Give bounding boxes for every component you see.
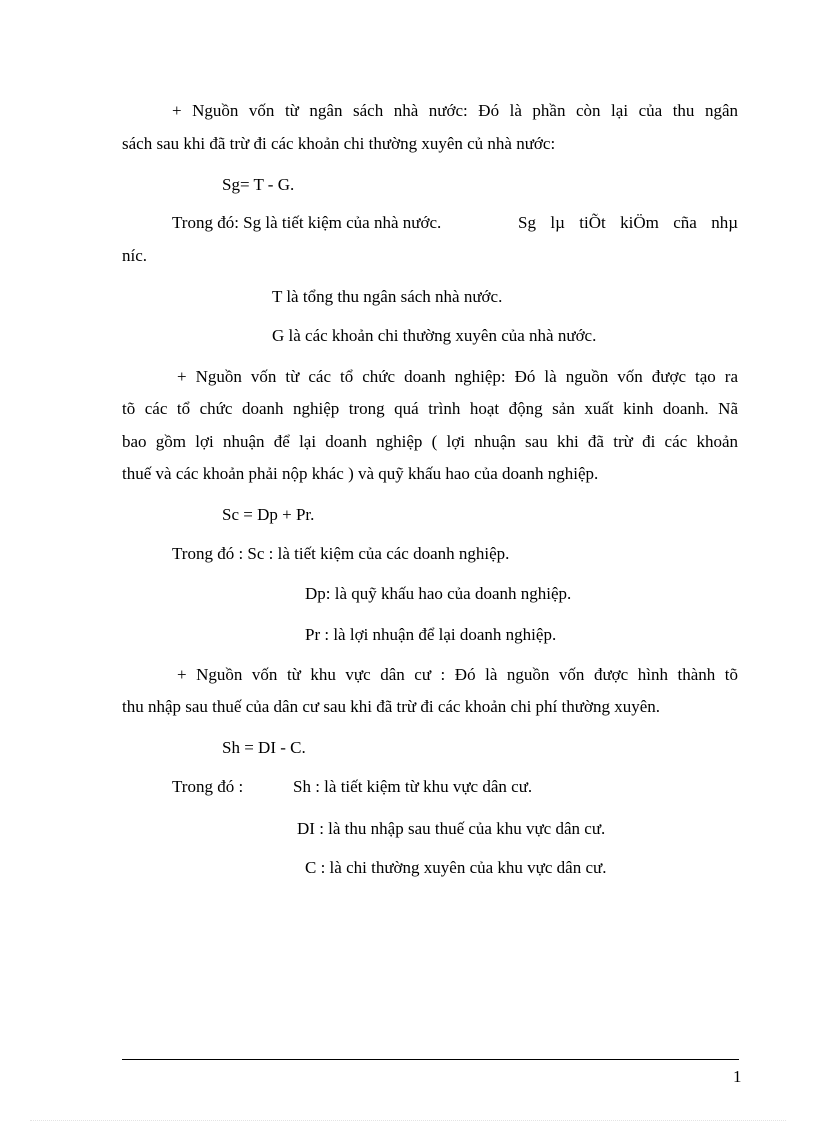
formula-sh: Sh = DI - C.: [222, 738, 306, 757]
where-sg-line-2: níc.: [122, 246, 148, 265]
definition-g: G là các khoản chi thường xuyên của nhà nước.: [272, 326, 597, 345]
section-residential-line-1: + Nguồn vốn từ khu vực dân cư : Đó là nguồn vốn được hình thành tõ: [177, 665, 738, 684]
definition-di: DI : là thu nhập sau thuế của khu vực dân cư.: [297, 819, 606, 838]
definition-c: C : là chi thường xuyên của khu vực dân cư.: [305, 858, 607, 877]
page-bottom-border: [30, 1120, 786, 1121]
where-sg-line-1a: Trong đó: Sg là tiết kiệm của nhà nước.: [172, 213, 442, 232]
formula-sg: Sg= T - G.: [222, 175, 295, 194]
page-number: 1: [733, 1067, 742, 1086]
footer-rule: [122, 1059, 739, 1060]
definition-pr: Pr : là lợi nhuận để lại doanh nghiệp.: [305, 625, 557, 644]
section-state-budget-line-1: + Nguồn vốn từ ngân sách nhà nước: Đó là phần còn lại của thu ngân: [172, 101, 738, 120]
section-enterprise-line-3: bao gồm lợi nhuận để lại doanh nghiệp ( lợi nhuận sau khi đã trừ đi các khoản: [122, 432, 738, 451]
definition-dp: Dp: là quỹ khấu hao của doanh nghiệp.: [305, 584, 572, 603]
section-enterprise-line-4: thuế và các khoản phải nộp khác ) và quỹ khấu hao của doanh nghiệp.: [122, 464, 599, 483]
section-state-budget-line-2: sách sau khi đã trừ đi các khoản chi thường xuyên củ nhà nước:: [122, 134, 556, 153]
definition-t: T là tổng thu ngân sách nhà nước.: [272, 287, 503, 306]
section-residential-line-2: thu nhập sau thuế của dân cư sau khi đã trừ đi các khoản chi phí thường xuyên.: [122, 697, 660, 716]
definition-sh: Sh : là tiết kiệm từ khu vực dân cư.: [293, 777, 533, 796]
section-enterprise-line-1: + Nguồn vốn từ các tổ chức doanh nghiệp: Đó là nguồn vốn được tạo ra: [177, 367, 738, 386]
section-enterprise-line-2: tõ các tổ chức doanh nghiệp trong quá trình hoạt động sản xuất kinh doanh. Nã: [122, 399, 738, 418]
where-sh-label: Trong đó :: [172, 777, 244, 796]
formula-sc: Sc = Dp + Pr.: [222, 505, 315, 524]
where-sg-line-1b: Sg lµ tiÕt kiÖm cña nhµ: [518, 213, 738, 232]
where-sc: Trong đó : Sc : là tiết kiệm của các doanh nghiệp.: [172, 544, 510, 563]
